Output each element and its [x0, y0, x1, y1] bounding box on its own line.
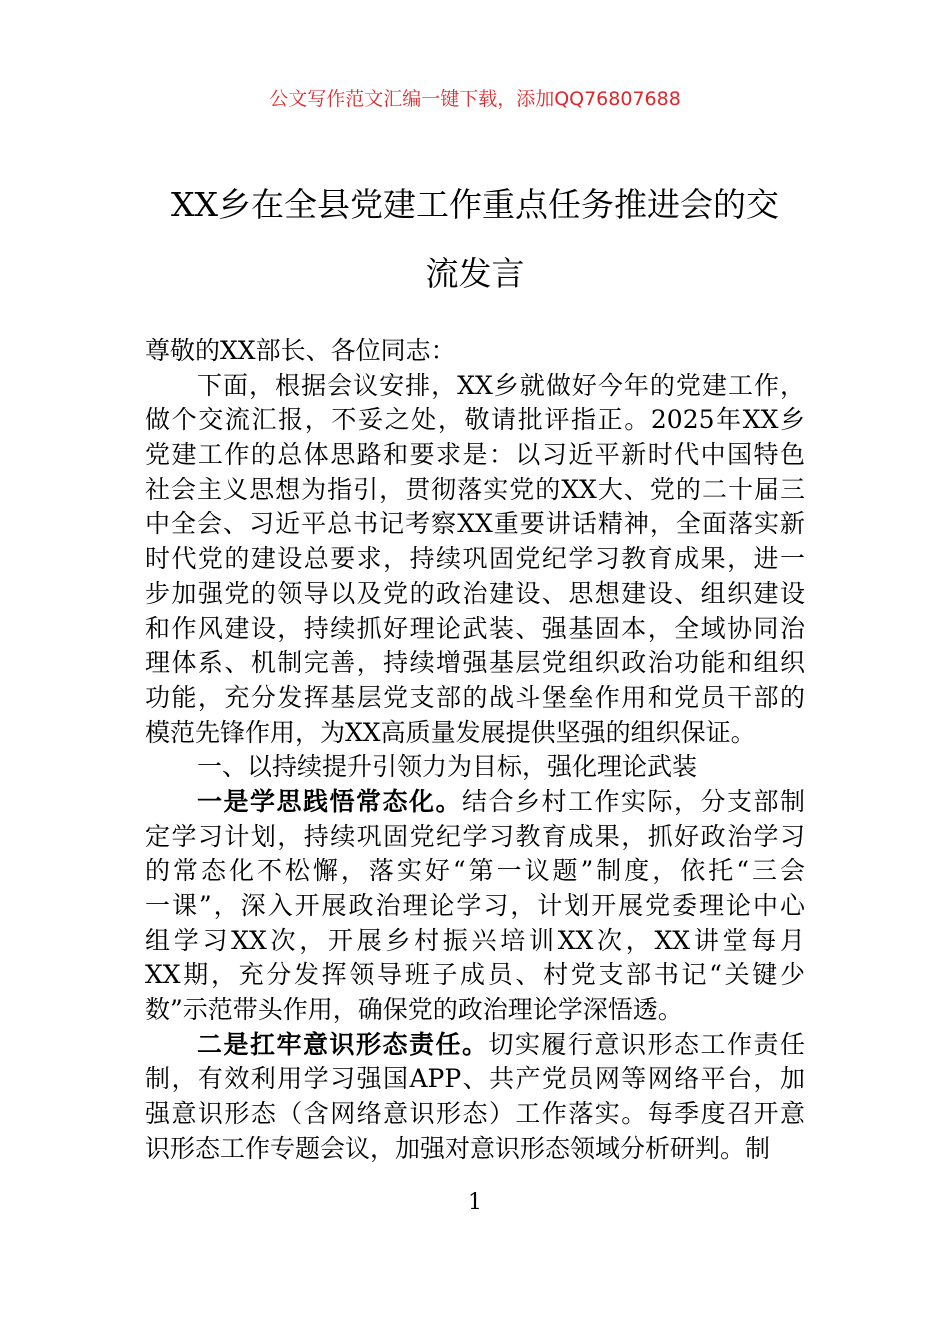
paragraph — [145, 369, 805, 751]
line-text: 党建工作的总体思路和要求是：以习近平新时代中国特色 — [145, 440, 805, 470]
line-text: 做个交流汇报，不妥之处，敬请批评指正。2025年XX乡 — [145, 405, 805, 435]
line-text: 制，有效利用学习强国APP、共产党员网等网络平台，加 — [145, 1064, 805, 1094]
text-line — [145, 438, 805, 473]
text-line — [145, 577, 805, 612]
page-number: 1 — [468, 1190, 482, 1215]
line-text: 的常态化不松懈，落实好“第一议题”制度，依托“三会 — [145, 856, 805, 886]
paragraph — [145, 750, 805, 785]
text-line — [145, 369, 805, 404]
text-line — [145, 473, 805, 508]
line-text: 和作风建设，持续抓好理论武装、强基固本，全域协同治 — [145, 613, 805, 643]
line-text: 功能，充分发挥基层党支部的战斗堡垒作用和党员干部的 — [145, 682, 805, 712]
line-text: 理体系、机制完善，持续增强基层党组织政治功能和组织 — [145, 648, 805, 678]
line-text: 中全会、习近平总书记考察XX重要讲话精神，全面落实新 — [145, 509, 805, 539]
line-text: 模范先锋作用，为XX高质量发展提供坚强的组织保证。 — [145, 717, 756, 747]
paragraph-lead: 一是学思践悟常态化。 — [197, 786, 462, 816]
line-text: 时代党的建设总要求，持续巩固党纪学习教育成果，进一 — [145, 544, 805, 574]
text-line — [145, 785, 805, 820]
title-line: 流发言 — [425, 254, 525, 293]
line-text: 强意识形态（含网络意识形态）工作落实。每季度召开意 — [145, 1099, 805, 1129]
line-text: 结合乡村工作实际，分支部制 — [462, 786, 805, 816]
text-line — [145, 1062, 805, 1097]
text-line — [145, 993, 805, 1028]
line-text: 步加强党的领导以及党的政治建设、思想建设、组织建设 — [145, 578, 805, 608]
text-line — [145, 958, 805, 993]
text-line — [145, 403, 805, 438]
line-text: 定学习计划，持续巩固党纪学习教育成果，抓好政治学习 — [145, 821, 805, 851]
promo-banner: 公文写作范文汇编一键下载，添加QQ76807688 — [269, 88, 681, 110]
line-text: 组学习XX次，开展乡村振兴培训XX次，XX讲堂每月 — [145, 925, 805, 955]
text-line — [145, 1028, 805, 1063]
line-text: 一课”，深入开展政治理论学习，计划开展党委理论中心 — [145, 891, 805, 920]
line-text: 切实履行意识形态工作责任 — [488, 1029, 805, 1059]
line-text: 数”示范带头作用，确保党的政治理论学深悟透。 — [145, 995, 683, 1025]
text-line — [145, 716, 805, 751]
text-line — [145, 681, 805, 716]
text-line — [145, 542, 805, 577]
line-text: XX期，充分发挥领导班子成员、村党支部书记“关键少 — [145, 960, 805, 990]
text-line — [145, 612, 805, 647]
salutation: 尊敬的XX部长、各位同志： — [145, 336, 456, 365]
text-line — [145, 854, 805, 889]
paragraph — [145, 785, 805, 1028]
text-line — [145, 1097, 805, 1132]
text-line — [145, 924, 805, 959]
text-line — [145, 507, 805, 542]
text-line — [145, 820, 805, 855]
document-body — [145, 334, 805, 1167]
document-title — [120, 170, 830, 308]
line-text: 识形态工作专题会议，加强对意识形态领域分析研判。制 — [145, 1133, 771, 1163]
text-line — [145, 889, 805, 924]
line-text: 社会主义思想为指引，贯彻落实党的XX大、党的二十届三 — [145, 474, 805, 504]
paragraph — [145, 1028, 805, 1167]
paragraph-lead: 二是扛牢意识形态责任。 — [197, 1029, 489, 1059]
text-line — [145, 1132, 805, 1167]
text-line — [145, 646, 805, 681]
line-text: 一、以持续提升引领力为目标，强化理论武装 — [197, 752, 698, 782]
title-line: XX乡在全县党建工作重点任务推进会的交 — [171, 185, 779, 224]
text-line — [145, 750, 805, 785]
line-text: 下面，根据会议安排，XX乡就做好今年的党建工作， — [197, 370, 805, 400]
